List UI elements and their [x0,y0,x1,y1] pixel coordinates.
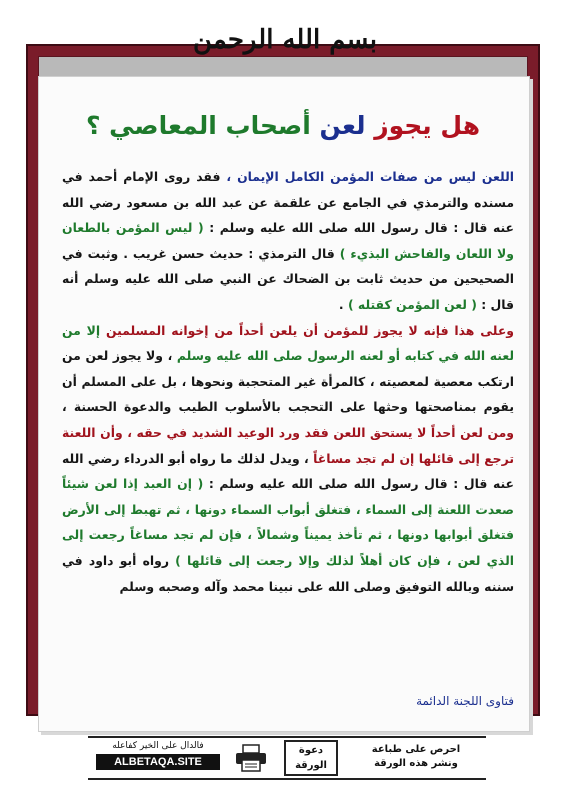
footer-bar [88,736,486,780]
logo-line-1: دعوة [298,745,324,756]
hadith-quote-1: ( ليس المؤمن بالطعان ولا اللعان والفاحش البذيء ) [62,220,514,261]
printer-icon [234,744,268,772]
print-note-line-1: احرص على طباعة [371,744,461,755]
title-part-2: لعن [319,111,366,140]
article-body [62,164,514,654]
site-link[interactable]: ALBETAQA.SITE [96,754,220,770]
dawah-logo [284,740,338,776]
explanation-text: ، ولا يجوز لعن من ارتكب معصية لمعصيته ، كالمرأة غير المتحجبة ونحوها ، بل على المسلم أن يقوم بمناصحتها وحثها على التحجب بالأسلوب الطيب والدعوة الحسنة ، [62,348,514,415]
paragraph-1 [62,164,514,318]
footer-site-block [96,741,220,770]
narration-text: فقد روى الإمام أحمد في مسنده والترمذي في الجامع عن علقمة عن عبد الله بن مسعود رضي الله عنه قال : قال رسول الله صلى الله عليه وسلم : [62,169,514,236]
source-signature: فتاوى اللجنة الدائمة [416,694,514,708]
logo-line-2: الورقة [295,760,327,771]
punctuation: . [338,296,348,312]
closing-text: رواه أبو داود في سننه وبالله التوفيق وصلى الله على نبينا محمد وآله وصحبه وسلم [62,552,514,594]
exception-statement: إلا من لعنه الله في كتابه أو لعنه الرسول صلى الله عليه وسلم [62,322,514,364]
hadith-quote-2: ( لعن المؤمن كقتله ) [347,296,477,312]
warning-statement: ومن لعن أحداً لا يستحق اللعن فقد ورد الوعيد الشديد في حقه ، وأن اللعنة ترجع إلى قائلها إن لم تجد مساغاً [62,424,514,466]
narration-text-2: قال الترمذي : حديث حسن غريب . وثبت في الصحيحين من حديث ثابت بن الضحاك عن النبي صلى الله عليه وسلم أنه قال : [62,245,514,312]
title-part-3: أصحاب المعاصي ؟ [85,111,311,140]
narration-text-3: ، ويدل لذلك ما رواه أبو الدرداء رضي الله عنه قال : قال رسول الله صلى الله عليه وسلم : [62,450,514,492]
footer-print-note [356,743,476,771]
intro-statement: اللعن ليس من صفات المؤمن الكامل الإيمان ، [226,169,514,184]
basmala-calligraphy: بسم الله الرحمن [193,25,377,55]
title-part-1: هل يجوز [374,111,481,140]
page-title [60,106,506,146]
footer-note: فالدال على الخير كفاعله [112,741,204,751]
print-note-line-2: ونشر هذه الورقة [374,758,458,769]
ruling-statement: وعلى هذا فإنه لا يجوز للمؤمن أن يلعن أحداً من إخوانه المسلمين [105,322,514,338]
hadith-quote-3: ( إن العبد إذا لعن شيئاً صعدت اللعنة إلى السماء ، فتغلق أبواب السماء دونها ، ثم تهبط إلى الأرض فتغلق أبوابها دونها ، ثم تأخذ يميناً وشمالاً ، فإن لم تجد مساغاً رجعت إلى الذي لعن ، فإن كان أهلاً لذلك وإلا رجعت إلى قائلها ) [62,476,514,568]
paragraph-2 [62,318,514,600]
